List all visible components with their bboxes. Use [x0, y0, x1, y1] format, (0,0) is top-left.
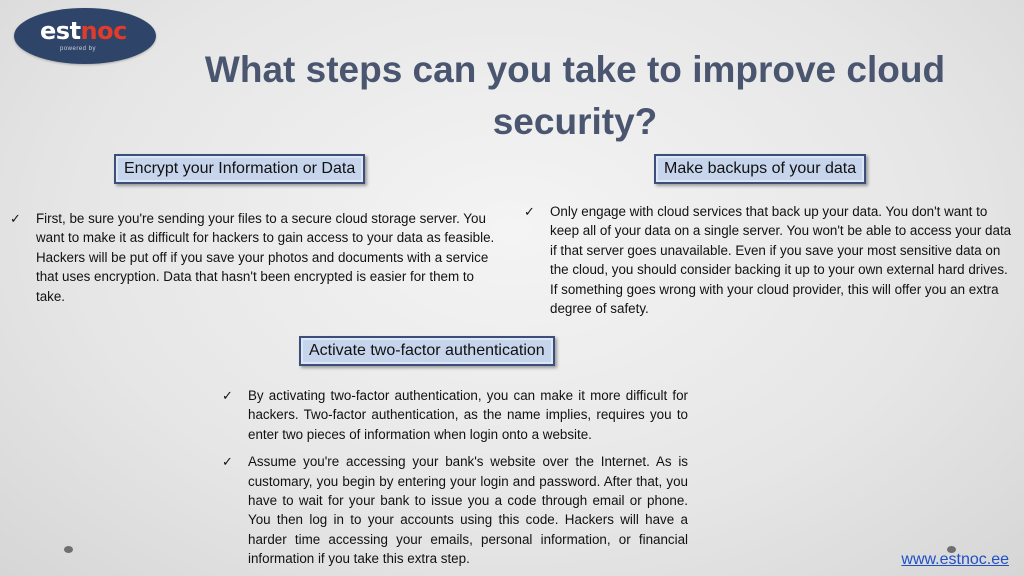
list-item: ✓ Assume you're accessing your bank's website over the Internet. As is customary, you begin by entering your login and password. After that, you have to wait for your bank to issue you a code through email or phone. You then log in to your accounts using this code. Hackers will have a harder time accessing your emails, personal information, or financial information if you take this extra step. [222, 454, 688, 567]
encrypt-section-label: Encrypt your Information or Data [114, 154, 365, 184]
check-icon: ✓ [10, 211, 21, 226]
list-item: ✓ First, be sure you're sending your files to a secure cloud storage server. You want to make it as difficult for hackers to gain access to your data as feasible. Hackers will be put off if you save your photos and documents with a service that uses encryption. Data that hasn't been encrypted is easier for them to take. [10, 211, 495, 304]
website-link[interactable]: www.estnoc.ee [901, 551, 1009, 568]
estnoc-logo[interactable] [14, 8, 156, 64]
check-icon: ✓ [524, 204, 535, 219]
check-icon: ✓ [222, 454, 233, 470]
list-item: ✓ Only engage with cloud services that back up your data. You don't want to keep all of your data on a single server. You won't be able to access your data if that server goes unavailable. Even if you save your most sensitive data on the cloud, you should consider backing it up to your own external hard drives. If something goes wrong with your cloud provider, this will offer you an extra degree of safety. [524, 204, 1012, 317]
twofactor-section-label: Activate two-factor authentication [299, 336, 555, 366]
list-item: ✓ By activating two-factor authentication, you can make it more difficult for hackers. Two-factor authentication, as the name implies, requires you to enter two pieces of information when login onto a website. [222, 388, 688, 442]
logo-brand: estnoc [40, 17, 127, 45]
decorative-dot-left [64, 546, 73, 553]
encrypt-bullet-list [10, 209, 502, 306]
check-icon: ✓ [222, 388, 233, 403]
logo-tagline: powered by [60, 46, 97, 52]
page-title: What steps can you take to improve cloud security? [204, 49, 946, 142]
backups-section-label: Make backups of your data [654, 154, 866, 184]
backups-bullet-list [524, 202, 1014, 318]
twofactor-bullet-list [222, 386, 688, 569]
